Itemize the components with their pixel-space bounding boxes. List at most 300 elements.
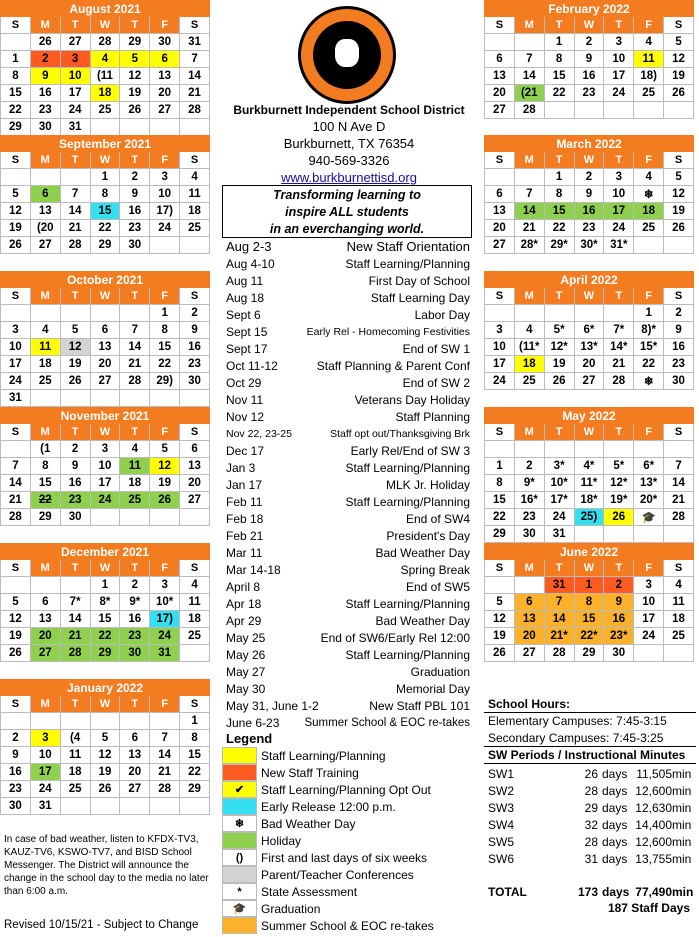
period-row: [488, 833, 690, 850]
calendar-day: [180, 390, 210, 407]
day-number: 9: [71, 460, 79, 472]
period-row: [488, 799, 690, 816]
day-number: 11: [128, 460, 141, 472]
month-calendar: [0, 407, 210, 526]
calendar-day: [604, 169, 634, 186]
event-name: New Staff Orientation: [346, 239, 470, 254]
period-cell: min: [672, 884, 694, 899]
day-number: 23: [128, 222, 142, 234]
day-number: 27: [38, 239, 52, 251]
calendar-day: [1, 203, 31, 220]
calendar-day: [544, 441, 574, 458]
day-number: 19: [98, 766, 112, 778]
day-number: 9: [12, 749, 19, 761]
calendar-day: [90, 169, 120, 186]
period-cell: 14,400: [635, 817, 672, 832]
day-of-week: W: [90, 288, 120, 305]
day-number: 24: [612, 87, 626, 99]
day-number: 10: [98, 460, 112, 472]
day-of-week: T: [60, 424, 90, 441]
calendar-day: [485, 526, 515, 543]
calendar-day: [634, 203, 664, 220]
calendar-day: [544, 509, 574, 526]
calendar-day: [634, 577, 664, 594]
calendar-day: [485, 51, 515, 68]
day-number: 20: [493, 222, 506, 234]
calendar-day: [1, 611, 31, 628]
event-name: End of SW5: [405, 579, 470, 594]
calendar-day: [150, 628, 180, 645]
month-calendar: [0, 135, 210, 254]
calendar-day: [485, 85, 515, 102]
day-number: 20: [38, 630, 52, 642]
calendar-day: [485, 356, 515, 373]
day-number: 14*: [610, 341, 628, 353]
calendar-day: [30, 186, 60, 203]
day-number: 17: [9, 358, 22, 370]
day-number: 23: [582, 87, 596, 99]
day-of-week: W: [90, 696, 120, 713]
day-of-week: M: [30, 560, 60, 577]
calendar-day: [544, 203, 574, 220]
calendar-day: [485, 611, 515, 628]
day-number: 13: [188, 460, 201, 472]
day-number: 2: [71, 443, 79, 455]
event-date: Oct 11-12: [226, 358, 278, 373]
event-row: [226, 323, 470, 340]
calendar-day: [30, 577, 60, 594]
calendar-day: [120, 781, 150, 798]
calendar-day: [514, 322, 544, 339]
event-date: Jan 17: [226, 477, 263, 492]
day-number: 12: [158, 460, 172, 472]
calendar-day: [60, 747, 90, 764]
period-cell: 12,600: [635, 834, 672, 849]
calendar-day: [90, 119, 120, 136]
day-number: 21: [522, 222, 536, 234]
day-number: 17: [98, 477, 112, 489]
day-number: 19*: [610, 494, 628, 506]
day-of-week: T: [60, 288, 90, 305]
day-of-week: T: [60, 560, 90, 577]
event-name: End of SW6/Early Rel 12:00: [320, 630, 470, 645]
day-number: 18*: [580, 494, 598, 506]
day-number: 14: [9, 477, 22, 489]
calendar-day: [514, 594, 544, 611]
day-of-week: S: [1, 560, 31, 577]
calendar-day: [90, 764, 120, 781]
calendar-day: [60, 102, 90, 119]
event-row: [226, 493, 470, 510]
day-of-week: T: [544, 560, 574, 577]
day-number: 1: [585, 579, 593, 591]
calendar-day: [90, 441, 120, 458]
legend-item: [222, 917, 480, 934]
calendar-day: [604, 577, 634, 594]
day-number: 27: [493, 104, 506, 116]
day-number: 9: [42, 70, 49, 82]
calendar-day: [180, 747, 210, 764]
calendar-day: [180, 798, 210, 815]
month-title: October 2021: [1, 272, 210, 288]
day-number: 21: [9, 494, 22, 506]
period-cell: 28: [584, 834, 598, 849]
month-calendar: [0, 679, 210, 815]
event-row: [226, 697, 470, 714]
calendar-day: [90, 34, 120, 51]
calendar-day: [574, 305, 604, 322]
day-number: 3: [496, 324, 503, 336]
event-name: Early Rel - Homecoming Festivities: [306, 325, 470, 338]
day-number: 22: [158, 358, 172, 370]
period-cell: TOTAL: [488, 884, 527, 899]
calendar-day: [485, 102, 515, 119]
calendar-day: 🎓: [634, 509, 664, 526]
day-number: 26: [493, 647, 506, 659]
day-number: 9: [191, 324, 198, 336]
calendar-day: [1, 305, 31, 322]
day-number: 25: [522, 375, 536, 387]
day-number: 12: [493, 613, 506, 625]
motto-line: Transforming learning to: [273, 188, 421, 202]
calendar-day: [544, 305, 574, 322]
day-number: 1: [555, 171, 563, 183]
divider: [484, 763, 696, 764]
day-number: 18: [98, 87, 112, 99]
day-number: 9: [615, 596, 622, 608]
calendar-day: [604, 373, 634, 390]
calendar-day: [30, 798, 60, 815]
day-of-week: S: [180, 560, 210, 577]
calendar-day: [664, 34, 694, 51]
calendar-day: [634, 169, 664, 186]
calendar-day: [150, 390, 180, 407]
legend-swatch: [222, 764, 257, 781]
day-number: 10: [158, 188, 172, 200]
day-number: 25: [642, 87, 656, 99]
event-row: [226, 408, 470, 425]
event-date: Sept 17: [226, 341, 268, 356]
calendar-day: [30, 645, 60, 662]
calendar-day: [604, 492, 634, 509]
event-row: [226, 306, 470, 323]
day-number: 10*: [156, 596, 174, 608]
day-of-week: S: [180, 152, 210, 169]
calendar-day: [150, 713, 180, 730]
day-number: 3: [161, 579, 168, 591]
day-number: 10: [493, 341, 506, 353]
day-number: 14: [158, 749, 172, 761]
day-number: 2: [675, 307, 682, 319]
day-number: 2: [131, 171, 138, 183]
calendar-day: [90, 102, 120, 119]
day-number: 22: [98, 222, 112, 234]
calendar-day: [634, 458, 664, 475]
day-number: 4: [675, 579, 682, 591]
calendar-day: [634, 102, 664, 119]
month-calendar: [484, 271, 694, 390]
calendar-day: [60, 509, 90, 526]
calendar-day: [1, 85, 31, 102]
event-name: Veterans Day Holiday: [354, 392, 470, 407]
calendar-day: [60, 645, 90, 662]
period-cell: min: [672, 800, 692, 815]
calendar-day: [90, 798, 120, 815]
event-name: First Day of School: [368, 273, 470, 288]
day-number: 21: [68, 222, 82, 234]
day-number: 31: [9, 392, 22, 404]
calendar-day: [574, 441, 604, 458]
calendar-day: [120, 169, 150, 186]
calendar-day: [90, 339, 120, 356]
calendar-day: [664, 186, 694, 203]
day-number: 28: [522, 104, 536, 116]
day-number: 10: [68, 70, 82, 82]
day-of-week: T: [604, 288, 634, 305]
day-of-week: M: [30, 696, 60, 713]
calendar-day: [485, 577, 515, 594]
calendar-day: [60, 492, 90, 509]
period-cell: days: [602, 766, 628, 781]
calendar-day: [60, 220, 90, 237]
event-name: Memorial Day: [395, 681, 470, 696]
calendar-day: [180, 51, 210, 68]
divider: [484, 712, 696, 713]
day-number: 24: [158, 222, 172, 234]
calendar-day: [544, 492, 574, 509]
day-of-week: S: [485, 424, 515, 441]
calendar-day: [1, 220, 31, 237]
day-number: 27: [68, 36, 82, 48]
calendar-day: [60, 169, 90, 186]
day-number: 29: [98, 239, 112, 251]
period-row: [488, 816, 690, 833]
day-number: 25: [38, 375, 52, 387]
event-date: May 27: [226, 664, 266, 679]
day-number: 4: [526, 324, 533, 336]
event-row: [226, 442, 470, 459]
day-of-week: T: [120, 424, 150, 441]
day-number: 30: [522, 528, 536, 540]
calendar-day: [604, 34, 634, 51]
calendar-day: [514, 220, 544, 237]
calendar-day: [30, 85, 60, 102]
calendar-day: [485, 339, 515, 356]
calendar-day: [30, 764, 60, 781]
event-name: Labor Day: [414, 307, 470, 322]
day-of-week: F: [150, 560, 180, 577]
day-number: 23: [522, 511, 536, 523]
legend-symbol: 🎓: [232, 903, 247, 915]
event-name: Staff Learning/Planning: [345, 647, 470, 662]
calendar-day: [30, 203, 60, 220]
calendar-day: [664, 475, 694, 492]
legend-label: Graduation: [261, 901, 321, 916]
calendar-day: [1, 645, 31, 662]
day-number: 1: [555, 36, 563, 48]
day-number: 5: [101, 732, 109, 744]
calendar-day: [514, 356, 544, 373]
day-number: 3*: [553, 460, 565, 472]
day-number: 28: [188, 104, 201, 116]
event-row: [226, 238, 470, 255]
day-number: 7: [161, 732, 168, 744]
calendar-day: [1, 441, 31, 458]
calendar-day: [150, 577, 180, 594]
calendar-day: [1, 186, 31, 203]
day-number: 1: [101, 171, 109, 183]
period-cell: min: [672, 834, 692, 849]
month-calendar: [484, 135, 694, 254]
calendar-day: [60, 373, 90, 390]
day-number: 28: [158, 783, 172, 795]
day-number: 18: [38, 358, 52, 370]
period-cell: 31: [584, 851, 598, 866]
day-number: 26: [552, 375, 566, 387]
day-of-week: W: [574, 560, 604, 577]
day-of-week: T: [120, 152, 150, 169]
calendar-day: [604, 594, 634, 611]
calendar-day: [1, 475, 31, 492]
event-date: Feb 21: [226, 528, 264, 543]
event-date: Mar 14-18: [226, 562, 281, 577]
day-number: 1: [161, 307, 168, 319]
calendar-day: [150, 458, 180, 475]
day-number: 5*: [613, 460, 625, 472]
month-title: March 2022: [485, 136, 694, 152]
calendar-day: [30, 441, 60, 458]
legend-symbol: (): [235, 851, 244, 864]
legend-label: First and last days of six weeks: [261, 850, 428, 865]
event-name: End of SW 2: [402, 375, 470, 390]
event-date: Aug 11: [226, 273, 264, 288]
day-number: 2: [615, 579, 622, 591]
calendar-day: [60, 764, 90, 781]
period-cell: days: [602, 834, 628, 849]
calendar-day: [485, 237, 515, 254]
day-number: 29): [156, 375, 173, 387]
legend-item: [222, 866, 480, 883]
calendar-day: [30, 51, 60, 68]
day-number: 19: [128, 87, 142, 99]
calendar-day: [60, 713, 90, 730]
event-name: MLK Jr. Holiday: [385, 477, 470, 492]
calendar-day: [120, 441, 150, 458]
calendar-day: [30, 322, 60, 339]
calendar-day: [90, 458, 120, 475]
day-number: 18: [68, 766, 82, 778]
day-number: 6: [131, 732, 138, 744]
day-number: 17: [68, 87, 82, 99]
day-number: 8: [12, 70, 19, 82]
event-row: [226, 544, 470, 561]
day-number: 4: [645, 171, 652, 183]
calendar-day: [544, 458, 574, 475]
day-number: 13: [38, 613, 52, 625]
calendar-day: [180, 356, 210, 373]
calendar-day: [90, 611, 120, 628]
calendar-day: [514, 305, 544, 322]
day-of-week: F: [150, 424, 180, 441]
event-date: Nov 22, 23-25: [226, 427, 292, 440]
calendar-day: [634, 85, 664, 102]
calendar-day: [150, 594, 180, 611]
calendar-day: [30, 730, 60, 747]
sw-periods-title: SW Periods / Instructional Minutes: [488, 748, 686, 762]
calendar-day: [120, 102, 150, 119]
day-of-week: S: [1, 696, 31, 713]
legend-label: Summer School & EOC re-takes: [261, 918, 434, 933]
calendar-day: [604, 203, 634, 220]
calendar-day: [604, 85, 634, 102]
day-of-week: T: [120, 288, 150, 305]
day-number: 1: [101, 579, 109, 591]
calendar-day: [574, 526, 604, 543]
month-title: May 2022: [485, 408, 694, 424]
day-number: 31: [38, 800, 52, 812]
calendar-day: [604, 509, 634, 526]
calendar-day: [30, 594, 60, 611]
calendar-day: [60, 798, 90, 815]
period-cell: min: [672, 783, 692, 798]
calendar-day: [120, 34, 150, 51]
calendar-day: [1, 628, 31, 645]
day-number: 7: [526, 188, 533, 200]
calendar-day: [634, 237, 664, 254]
day-number: 17: [612, 205, 626, 217]
day-number: 3: [42, 732, 49, 744]
calendar-day: [60, 34, 90, 51]
day-number: 6: [526, 596, 533, 608]
calendar-day: [90, 322, 120, 339]
event-row: [226, 629, 470, 646]
day-number: 28: [552, 647, 566, 659]
calendar-day: [1, 322, 31, 339]
district-website-link[interactable]: www.burkburnettisd.org: [281, 170, 417, 185]
calendar-day: [514, 458, 544, 475]
calendar-day: [514, 169, 544, 186]
event-date: Apr 18: [226, 596, 262, 611]
calendar-day: [574, 594, 604, 611]
district-address: 100 N Ave D: [312, 119, 386, 134]
calendar-day: [664, 322, 694, 339]
day-number: 19: [493, 630, 506, 642]
day-of-week: S: [1, 152, 31, 169]
calendar-day: [544, 68, 574, 85]
calendar-day: [150, 747, 180, 764]
motto-line: inspire ALL students: [285, 205, 409, 219]
calendar-day: [634, 34, 664, 51]
day-number: 27: [493, 239, 506, 251]
calendar-day: [485, 322, 515, 339]
calendar-day: [514, 51, 544, 68]
calendar-day: [514, 102, 544, 119]
legend-item: [222, 900, 480, 917]
period-row: [488, 850, 690, 867]
day-number: 4: [131, 443, 138, 455]
day-number: 14: [522, 70, 536, 82]
calendar-day: [60, 85, 90, 102]
day-of-week: S: [1, 424, 31, 441]
calendar-day: [90, 645, 120, 662]
day-number: 30: [9, 800, 22, 812]
calendar-day: [150, 119, 180, 136]
day-number: 19: [9, 630, 22, 642]
day-number: 10: [9, 341, 22, 353]
calendar-day: [60, 339, 90, 356]
month-calendar: [0, 271, 210, 407]
day-of-week: F: [634, 152, 664, 169]
